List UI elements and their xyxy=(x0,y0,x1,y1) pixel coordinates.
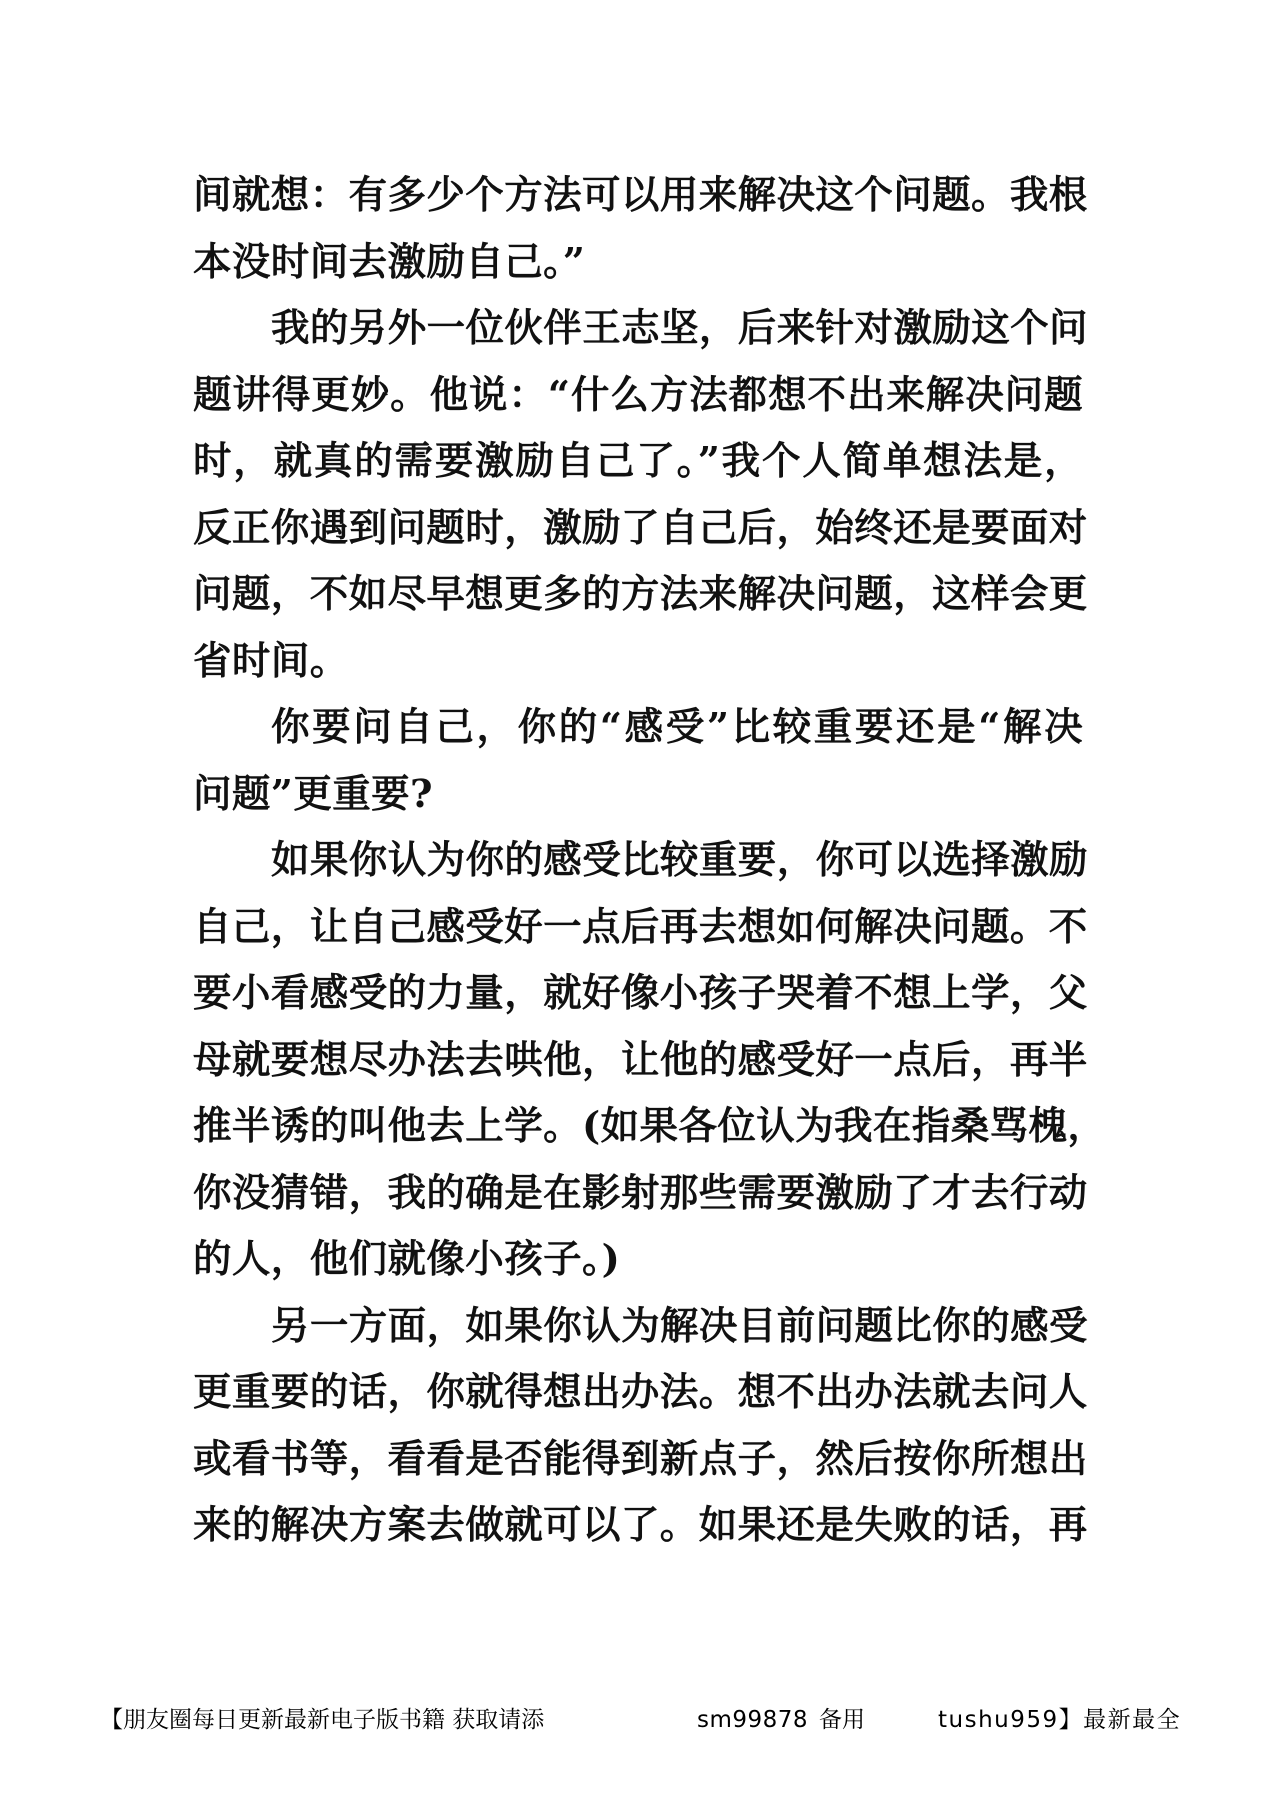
text-line: 问题”更重要? xyxy=(193,771,434,817)
paragraph-start-line: 你要问自己，你的“感受”比较重要还是“解决 xyxy=(271,705,1083,750)
footer-id-text: sm99878 xyxy=(697,1707,809,1733)
body-text xyxy=(193,163,1107,1560)
text-line: 母就要想尽办法去哄他，让他的感受好一点后，再半 xyxy=(193,1037,1088,1083)
footer-right-text: tushu959】最新最全 xyxy=(938,1707,1182,1733)
text-line: 或看书等，看看是否能得到新点子，然后按你所想出 xyxy=(193,1436,1088,1482)
text-line: 本没时间去激励自己。” xyxy=(193,239,586,285)
footer-left-text: 【朋友圈每日更新最新电子版书籍 获取请添 xyxy=(100,1707,545,1733)
text-line: 省时间。 xyxy=(193,638,349,684)
text-line: 反正你遇到问题时，激励了自己后，始终还是要面对 xyxy=(193,505,1088,551)
text-line: 的人，他们就像小孩子。) xyxy=(193,1237,621,1282)
text-line: 来的解决方案去做就可以了。如果还是失败的话，再 xyxy=(193,1503,1088,1548)
footer-backup-label: 备用 xyxy=(819,1707,865,1733)
text-line: 问题，不如尽早想更多的方法来解决问题，这样会更 xyxy=(193,572,1088,617)
text-line: 推半诱的叫他去上学。(如果各位认为我在指桑骂槐， xyxy=(193,1104,1107,1149)
text-line: 题讲得更妙。他说：“什么方法都想不出来解决问题 xyxy=(193,372,1083,418)
paragraph-start-line: 我的另外一位伙伴王志坚，后来针对激励这个问 xyxy=(271,306,1088,351)
text-line: 更重要的话，你就得想出办法。想不出办法就去问人 xyxy=(193,1370,1088,1415)
text-line: 你没猜错，我的确是在影射那些需要激励了才去行动 xyxy=(193,1170,1088,1216)
text-line: 要小看感受的力量，就好像小孩子哭着不想上学，父 xyxy=(193,971,1088,1016)
paragraph-start-line: 如果你认为你的感受比较重要，你可以选择激励 xyxy=(271,838,1088,883)
text-line: 时，就真的需要激励自己了。”我个人简单想法是， xyxy=(193,439,1083,484)
paragraph-start-line: 另一方面，如果你认为解决目前问题比你的感受 xyxy=(271,1303,1088,1349)
text-line: 自己，让自己感受好一点后再去想如何解决问题。不 xyxy=(193,904,1088,950)
text-line: 间就想：有多少个方法可以用来解决这个问题。我根 xyxy=(193,173,1088,218)
